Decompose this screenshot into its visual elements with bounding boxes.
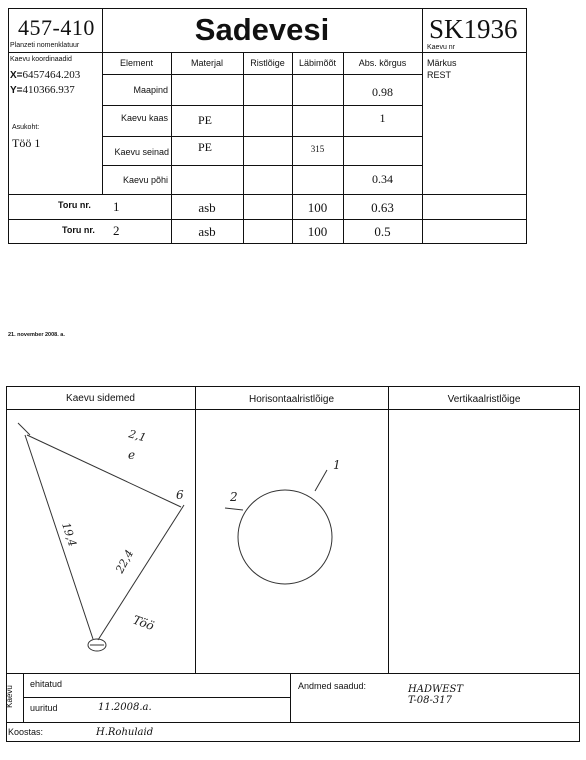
sketch-label-2-1: 2,1	[127, 427, 148, 445]
row-element-kaas: Kaevu kaas	[120, 113, 168, 123]
col-title-horisontaal: Horisontaalristlõige	[248, 393, 335, 405]
footer-andmed-value-1: HADWEST	[408, 684, 464, 695]
nomenclature-label: Planzeti nomenklatuur	[10, 42, 80, 49]
sketch-label-6: 6	[176, 488, 184, 502]
pipe-1-number: 1	[113, 199, 120, 214]
y-coordinate-label: Y=	[10, 85, 23, 96]
row-height-kaas: 1	[379, 110, 386, 125]
date-line: 21. november 2008. a.	[8, 332, 65, 338]
footer-kaevu-label: Kaevu	[4, 685, 14, 708]
col-title-vertikaal: Vertikaalristlõige	[447, 393, 521, 405]
pipe-1-label: Toru nr.	[58, 200, 91, 210]
pipe-1-diameter: 100	[307, 200, 328, 215]
sketch-label-22-4: 22,4	[113, 547, 137, 576]
document-title: Sadevesi	[194, 12, 330, 47]
pipe-mark-2: 2	[230, 490, 238, 504]
pipe-1-height: 0.63	[371, 200, 394, 215]
row-element-maapind: Maapind	[133, 84, 168, 95]
row-material-seinad: PE	[197, 139, 212, 154]
row-material-kaas: PE	[197, 112, 212, 127]
x-coordinate-label: X=	[10, 70, 23, 81]
footer-uuritud-label: uuritud	[30, 703, 58, 713]
pipe-2-label: Toru nr.	[62, 225, 95, 235]
footer-koostas-label: Koostas:	[8, 727, 44, 737]
remarks-label: Märkus	[427, 58, 457, 68]
well-number-label: Kaevu nr	[427, 44, 456, 51]
footer-ehitatud-label: ehitatud	[30, 679, 63, 689]
footer-andmed-value-2: T-08-317	[408, 695, 452, 706]
remarks-value: REST	[427, 70, 452, 80]
row-element-seinad: Kaevu seinad	[114, 147, 169, 157]
nomenclature-number: 457-410	[18, 15, 95, 40]
sketch-label-e: e	[128, 448, 136, 462]
pipe-2-number: 2	[113, 223, 120, 238]
horizontal-section-sketch	[195, 409, 388, 673]
location-label: Asukoht:	[12, 124, 40, 131]
well-number: SK1936	[429, 14, 518, 44]
col-header-section: Ristlõige	[250, 58, 285, 68]
coords-label: Kaevu koordinaadid	[10, 56, 72, 63]
pipe-2-material: asb	[198, 224, 216, 239]
row-diameter-seinad: 315	[310, 144, 325, 154]
col-title-sidemed: Kaevu sidemed	[66, 392, 135, 404]
connections-sketch	[6, 409, 195, 673]
footer-koostas-value: H.Rohulaid	[96, 727, 154, 738]
x-coordinate-value: 6457464.203	[22, 69, 81, 81]
y-coordinate-value: 410366.937	[22, 84, 75, 96]
footer-andmed-label: Andmed saadud:	[298, 681, 367, 691]
pipe-mark-1: 1	[333, 458, 341, 472]
col-header-material: Materjal	[190, 58, 223, 68]
row-height-pohi: 0.34	[372, 171, 393, 186]
y-coordinate	[10, 84, 75, 96]
pipe-1-material: asb	[198, 200, 216, 215]
sketch-label-19-4: 19,4	[59, 520, 80, 549]
x-coordinate	[10, 69, 80, 81]
row-element-pohi: Kaevu põhi	[122, 175, 168, 185]
col-header-diameter: Läbimõõt	[298, 58, 337, 68]
row-height-maapind: 0.98	[372, 84, 393, 99]
pipe-2-height: 0.5	[374, 224, 391, 239]
col-header-height: Abs. kõrgus	[358, 58, 407, 68]
footer-uuritud-value: 11.2008.a.	[98, 702, 152, 713]
sketch-label-too: Töö	[130, 612, 156, 634]
location-value: Töö 1	[12, 136, 41, 150]
col-header-element: Element	[119, 58, 154, 68]
pipe-2-diameter: 100	[307, 224, 328, 239]
